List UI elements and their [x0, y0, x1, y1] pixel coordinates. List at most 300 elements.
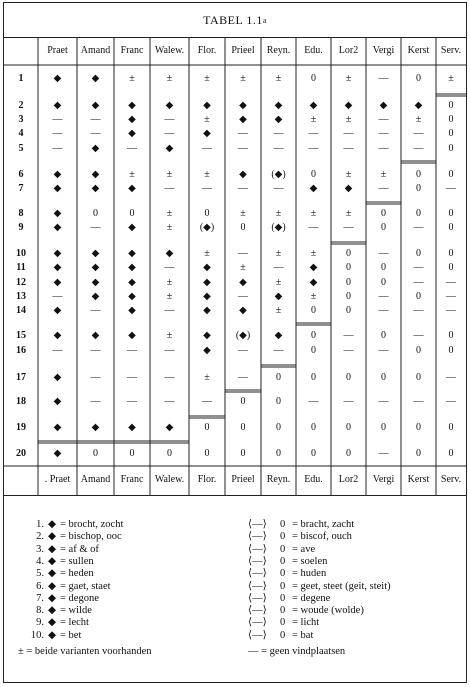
table-cell: 0: [381, 222, 386, 233]
legend-left-text: = heden: [60, 568, 94, 580]
legend-number: 5.: [36, 568, 44, 580]
legend-symbol: ◆: [48, 617, 57, 629]
table-cell: —: [446, 305, 456, 316]
table-cell: —: [90, 222, 101, 233]
table-cell: 0: [204, 422, 210, 433]
table-cell: —: [202, 183, 212, 194]
table-cell: —: [90, 345, 101, 356]
table-cell: —: [413, 330, 424, 341]
table-cell: —: [273, 128, 284, 139]
table-cell: ◆: [309, 183, 318, 194]
column-footer: Lor2: [338, 474, 359, 485]
table-cell: 0: [346, 277, 351, 288]
table-cell: ±: [166, 222, 173, 233]
row-number: 11: [16, 262, 26, 273]
table-cell: 0: [204, 448, 210, 459]
table-cell: ±: [345, 169, 352, 180]
table-cell: ±: [448, 73, 454, 84]
table-cell: —: [378, 345, 389, 356]
table-cell: —: [446, 183, 456, 194]
table-cell: —: [238, 128, 248, 139]
table-cell: —: [308, 222, 319, 233]
table-cell: —: [343, 222, 354, 233]
table-cell: —: [52, 143, 63, 154]
row-number: 14: [16, 305, 26, 316]
table-cell: —: [90, 114, 101, 125]
table-cell: ◆: [128, 262, 136, 273]
table-cell: ◆: [53, 169, 62, 180]
column-header: Walew.: [154, 45, 185, 56]
table-cell: 0: [448, 422, 454, 433]
table-cell: (◆): [271, 169, 286, 180]
table-cell: —: [127, 345, 137, 356]
legend-left-text: = gaet, staet: [60, 580, 111, 592]
table-cell: 0: [448, 345, 454, 356]
column-header: Serv.: [440, 45, 462, 56]
table-cell: 0: [93, 208, 98, 219]
table-cell: —: [308, 396, 319, 407]
legend-number: 4.: [36, 555, 44, 567]
table-cell: 0: [416, 73, 421, 84]
table-cell: 0: [240, 422, 246, 433]
table-cell: ◆: [128, 100, 136, 111]
table-cell: 0: [346, 372, 351, 383]
table-cell: —: [378, 128, 389, 139]
table-cell: 0: [276, 422, 281, 433]
legend-right-text: = biscof, ouch: [292, 531, 352, 543]
table-cell: ◆: [91, 100, 100, 111]
table-cell: —: [90, 305, 101, 316]
table-cell: —: [238, 372, 248, 383]
table-cell: ◆: [203, 330, 211, 341]
table-cell: ◆: [91, 330, 100, 341]
table-cell: ±: [380, 169, 387, 180]
table-cell: —: [413, 277, 424, 288]
legend-arrow: ⟨—⟩: [248, 531, 267, 543]
legend-arrow: ⟨—⟩: [248, 568, 267, 580]
legend-left-text: = bischop, ooc: [60, 531, 122, 543]
table-cell: ◆: [53, 222, 62, 233]
table-cell: ◆: [274, 100, 283, 111]
legend-left-text: = af & of: [60, 543, 99, 555]
table-cell: ◆: [91, 183, 100, 194]
table-cell: ◆: [128, 114, 136, 125]
legend-zero: 0: [280, 519, 286, 530]
legend-row: [4, 543, 466, 556]
table-cell: 0: [448, 262, 454, 273]
legend-zero: 0: [280, 531, 286, 543]
legend-left-text: = wilde: [60, 605, 92, 617]
legend-symbol: ◆: [48, 555, 57, 567]
table-cell: ±: [275, 208, 282, 219]
table-cell: —: [378, 183, 389, 194]
table-cell: ◆: [309, 100, 318, 111]
legend-arrow: ⟨—⟩: [248, 629, 267, 641]
table-cell: ◆: [128, 277, 136, 288]
table-cell: ◆: [274, 330, 283, 341]
table-cell: —: [413, 305, 424, 316]
legend-right-text: = bracht, zacht: [292, 519, 355, 530]
legend-symbol: ◆: [48, 531, 57, 543]
table-cell: ±: [204, 73, 210, 84]
legend-number: 9.: [36, 617, 44, 629]
table-cell: —: [343, 345, 354, 356]
table-cell: ◆: [53, 448, 62, 459]
legend-right-text: = ave: [292, 543, 316, 555]
legend-symbol: ◆: [48, 592, 57, 604]
table-cell: ±: [345, 208, 352, 219]
table-cell: ±: [204, 114, 210, 125]
table-cell: ◆: [53, 396, 62, 407]
table-cell: ◆: [165, 248, 174, 259]
table-cell: ◆: [53, 277, 62, 288]
column-footer: . Praet: [44, 474, 71, 485]
table-cell: 0: [346, 448, 351, 459]
row-number: 4: [18, 128, 24, 139]
table-cell: 0: [416, 183, 421, 194]
row-number: 2: [18, 100, 24, 111]
table-cell: ◆: [53, 248, 62, 259]
legend-row: [4, 567, 466, 580]
table-cell: 0: [311, 73, 316, 84]
table-cell: ◆: [53, 100, 62, 111]
table-cell: 0: [416, 208, 421, 219]
table-cell: 0: [448, 222, 454, 233]
table-cell: ±: [310, 291, 317, 302]
table-cell: 0: [381, 208, 386, 219]
legend-zero: 0: [280, 568, 286, 580]
legend-number: 6.: [36, 580, 44, 592]
column-footer: Amand: [80, 474, 111, 485]
table-cell: —: [238, 345, 248, 356]
table-cell: 0: [167, 448, 172, 459]
legend-symbol: ◆: [48, 629, 57, 641]
row-number: 10: [16, 248, 26, 259]
table-cell: ◆: [128, 222, 136, 233]
legend-row: [4, 555, 466, 568]
table-cell: ◆: [274, 114, 283, 125]
table-cell: 0: [346, 305, 351, 316]
table-cell: 0: [311, 345, 316, 356]
column-footer: Edu.: [304, 474, 323, 485]
column-footer: Vergi: [372, 474, 395, 485]
legend-left-text: = degone: [60, 592, 99, 604]
legend-symbol: ◆: [48, 605, 57, 617]
table-cell: —: [273, 262, 284, 273]
legend-number: 1.: [36, 519, 44, 530]
table-cell: ±: [275, 305, 282, 316]
legend-right-text: = huden: [292, 568, 327, 580]
table-cell: ◆: [239, 169, 247, 180]
table-cell: —: [127, 143, 137, 154]
legend-arrow: ⟨—⟩: [248, 543, 267, 555]
table-cell: 0: [448, 114, 454, 125]
table-cell: —: [127, 372, 137, 383]
legend-left-text: = sullen: [60, 555, 94, 567]
column-header: Lor2: [338, 45, 359, 56]
table-cell: ◆: [128, 183, 136, 194]
table-cell: ±: [129, 73, 135, 84]
column-footer: Franc: [120, 474, 144, 485]
row-number: 13: [16, 291, 26, 302]
table-cell: ±: [275, 248, 282, 259]
table-cell: ±: [240, 208, 246, 219]
table-cell: 0: [416, 372, 421, 383]
table-cell: 0: [381, 330, 386, 341]
legend-number: 10.: [30, 629, 44, 641]
legend-number: 8.: [36, 605, 44, 617]
column-header: Prieel: [231, 45, 255, 56]
table-cell: ◆: [309, 277, 318, 288]
table-page: [3, 2, 467, 683]
legend-right-text: = woude (wolde): [292, 605, 364, 617]
table-cell: —: [164, 305, 175, 316]
table-cell: —: [52, 345, 63, 356]
column-footer: Prieel: [231, 474, 255, 485]
table-cell: ◆: [53, 183, 62, 194]
table-cell: —: [413, 128, 424, 139]
table-cell: —: [446, 291, 456, 302]
table-cell: —: [202, 396, 212, 407]
table-cell: 0: [448, 330, 454, 341]
table-cell: ◆: [53, 208, 62, 219]
table-cell: —: [273, 183, 284, 194]
table-cell: 0: [311, 305, 316, 316]
table-cell: 0: [311, 330, 316, 341]
table-cell: 0: [129, 208, 135, 219]
table-cell: ±: [310, 208, 317, 219]
row-number: 17: [16, 372, 26, 383]
table-cell: —: [378, 73, 389, 84]
footnote-plusminus: ± = beide varianten voorhanden: [18, 646, 152, 657]
row-number: 9: [18, 222, 24, 233]
table-cell: ◆: [53, 330, 62, 341]
legend-number: 2.: [36, 531, 44, 543]
table-cell: ◆: [203, 291, 211, 302]
column-header: Franc: [120, 45, 144, 56]
table-cell: ±: [204, 372, 210, 383]
table-cell: 0: [416, 248, 421, 259]
table-cell: ◆: [91, 248, 100, 259]
table-cell: 0: [381, 372, 386, 383]
legend-row: [4, 604, 466, 617]
table-cell: —: [413, 222, 424, 233]
table-cell: 0: [448, 169, 454, 180]
table-cell: ◆: [53, 422, 62, 433]
table-cell: ◆: [128, 305, 136, 316]
row-number: 1: [18, 73, 24, 84]
table-cell: 0: [346, 248, 351, 259]
table-cell: —: [164, 114, 175, 125]
table-cell: ±: [310, 114, 317, 125]
row-number: 3: [18, 114, 24, 125]
table-cell: 0: [276, 448, 281, 459]
table-cell: —: [413, 396, 424, 407]
table-cell: —: [52, 291, 63, 302]
table-cell: ±: [240, 73, 246, 84]
legend-row: [4, 530, 466, 543]
row-number: 18: [16, 396, 26, 407]
table-cell: 0: [240, 448, 246, 459]
legend-symbol: ◆: [48, 519, 57, 530]
table-cell: ◆: [203, 345, 211, 356]
legend-right-text: = degene: [292, 592, 331, 604]
table-cell: ±: [166, 291, 173, 302]
table-cell: —: [127, 396, 137, 407]
column-header: Vergi: [372, 45, 395, 56]
legend-zero: 0: [280, 629, 286, 641]
table-cell: ◆: [165, 143, 174, 154]
table-cell: ◆: [344, 183, 353, 194]
table-cell: ±: [275, 277, 282, 288]
legend-arrow: ⟨—⟩: [248, 617, 267, 629]
table-cell: 0: [416, 345, 421, 356]
table-cell: ◆: [165, 100, 174, 111]
table-cell: ±: [166, 73, 173, 84]
table-cell: ◆: [91, 422, 100, 433]
table-cell: —: [446, 396, 456, 407]
legend-symbol: ◆: [48, 580, 57, 592]
table-cell: ◆: [53, 73, 62, 84]
table-cell: ◆: [274, 291, 283, 302]
table-cell: —: [446, 372, 456, 383]
legend-arrow: ⟨—⟩: [248, 580, 267, 592]
table-cell: ±: [166, 330, 173, 341]
table-cell: 0: [381, 277, 386, 288]
row-number: 15: [16, 330, 26, 341]
table-cell: —: [164, 396, 175, 407]
table-cell: ◆: [128, 128, 136, 139]
table-cell: ◆: [91, 143, 100, 154]
table-cell: ◆: [309, 262, 318, 273]
table-cell: ±: [240, 262, 246, 273]
table-cell: ±: [345, 114, 352, 125]
table-cell: 0: [381, 422, 386, 433]
table-cell: —: [308, 143, 319, 154]
table-cell: 0: [346, 262, 351, 273]
table-cell: 0: [448, 248, 454, 259]
legend-zero: 0: [280, 617, 286, 629]
column-header: Amand: [80, 45, 111, 56]
table-cell: ±: [275, 73, 282, 84]
table-cell: ◆: [414, 100, 423, 111]
table-cell: —: [90, 396, 101, 407]
table-cell: ◆: [91, 277, 100, 288]
table-cell: 0: [448, 208, 454, 219]
table-cell: —: [273, 345, 284, 356]
table-cell: ±: [166, 277, 173, 288]
table-cell: —: [378, 143, 389, 154]
table-cell: ◆: [239, 114, 247, 125]
table-cell: 0: [448, 128, 454, 139]
table-cell: —: [238, 143, 248, 154]
table-cell: —: [164, 262, 175, 273]
table-cell: 0: [93, 448, 98, 459]
table-cell: 0: [416, 422, 421, 433]
table-cell: ◆: [128, 248, 136, 259]
table-cell: 0: [276, 396, 281, 407]
legend-row: [4, 616, 466, 629]
table-cell: —: [164, 183, 175, 194]
table-cell: —: [343, 330, 354, 341]
table-cell: 0: [448, 143, 454, 154]
table-cell: —: [378, 448, 389, 459]
table-cell: 0: [311, 448, 316, 459]
table-cell: —: [446, 277, 456, 288]
table-cell: ◆: [344, 100, 353, 111]
table-cell: —: [378, 396, 389, 407]
table-cell: ◆: [128, 330, 136, 341]
table-cell: ◆: [128, 422, 136, 433]
table-cell: ±: [166, 169, 173, 180]
legend-symbol: ◆: [48, 568, 57, 580]
legend-zero: 0: [280, 592, 286, 604]
table-cell: (◆): [199, 222, 215, 233]
table-cell: —: [378, 305, 389, 316]
row-number: 19: [16, 422, 26, 433]
table-cell: ◆: [239, 277, 247, 288]
legend-zero: 0: [280, 580, 286, 592]
table-cell: ◆: [165, 422, 174, 433]
table-cell: —: [413, 143, 424, 154]
table-cell: —: [52, 128, 63, 139]
table-cell: ◆: [91, 73, 100, 84]
legend-left-text: = brocht, zocht: [60, 519, 124, 530]
table-cell: ◆: [53, 305, 62, 316]
table-cell: 0: [311, 169, 316, 180]
column-header: Kerst: [407, 45, 430, 56]
legend-arrow: ⟨—⟩: [248, 555, 267, 567]
table-cell: —: [202, 143, 212, 154]
column-header: Flor.: [197, 45, 217, 56]
table-cell: ±: [204, 248, 210, 259]
table-cell: 0: [416, 291, 421, 302]
row-number: 5: [18, 143, 24, 154]
table-cell: ◆: [379, 100, 388, 111]
table-cell: 0: [204, 208, 210, 219]
column-header: Edu.: [304, 45, 323, 56]
table-cell: ◆: [53, 372, 62, 383]
legend-number: 3.: [36, 543, 44, 555]
legend: [4, 495, 466, 684]
table-cell: 0: [448, 100, 454, 111]
table-cell: —: [164, 345, 175, 356]
footnote-dash: — = geen vindplaatsen: [248, 646, 346, 657]
table-cell: —: [343, 143, 354, 154]
table-cell: —: [90, 128, 101, 139]
legend-symbol: ◆: [48, 543, 57, 555]
table-cell: ◆: [91, 169, 100, 180]
column-footer: Reyn.: [266, 474, 291, 485]
table-cell: ±: [204, 169, 210, 180]
table-title-sup: a: [262, 15, 267, 25]
column-footer: Serv.: [440, 474, 462, 485]
table-cell: —: [308, 128, 319, 139]
row-number: 16: [16, 345, 26, 356]
legend-arrow: ⟨—⟩: [248, 592, 267, 604]
row-number: 20: [16, 448, 26, 459]
table-cell: ±: [129, 169, 135, 180]
table-cell: ◆: [53, 262, 62, 273]
table-cell: —: [343, 128, 354, 139]
legend-row: [4, 518, 466, 531]
table-cell: ±: [310, 248, 317, 259]
legend-row: [4, 580, 466, 593]
legend-row: [4, 592, 466, 605]
table-cell: —: [164, 128, 175, 139]
table-cell: 0: [311, 422, 316, 433]
row-number: 8: [18, 208, 24, 219]
